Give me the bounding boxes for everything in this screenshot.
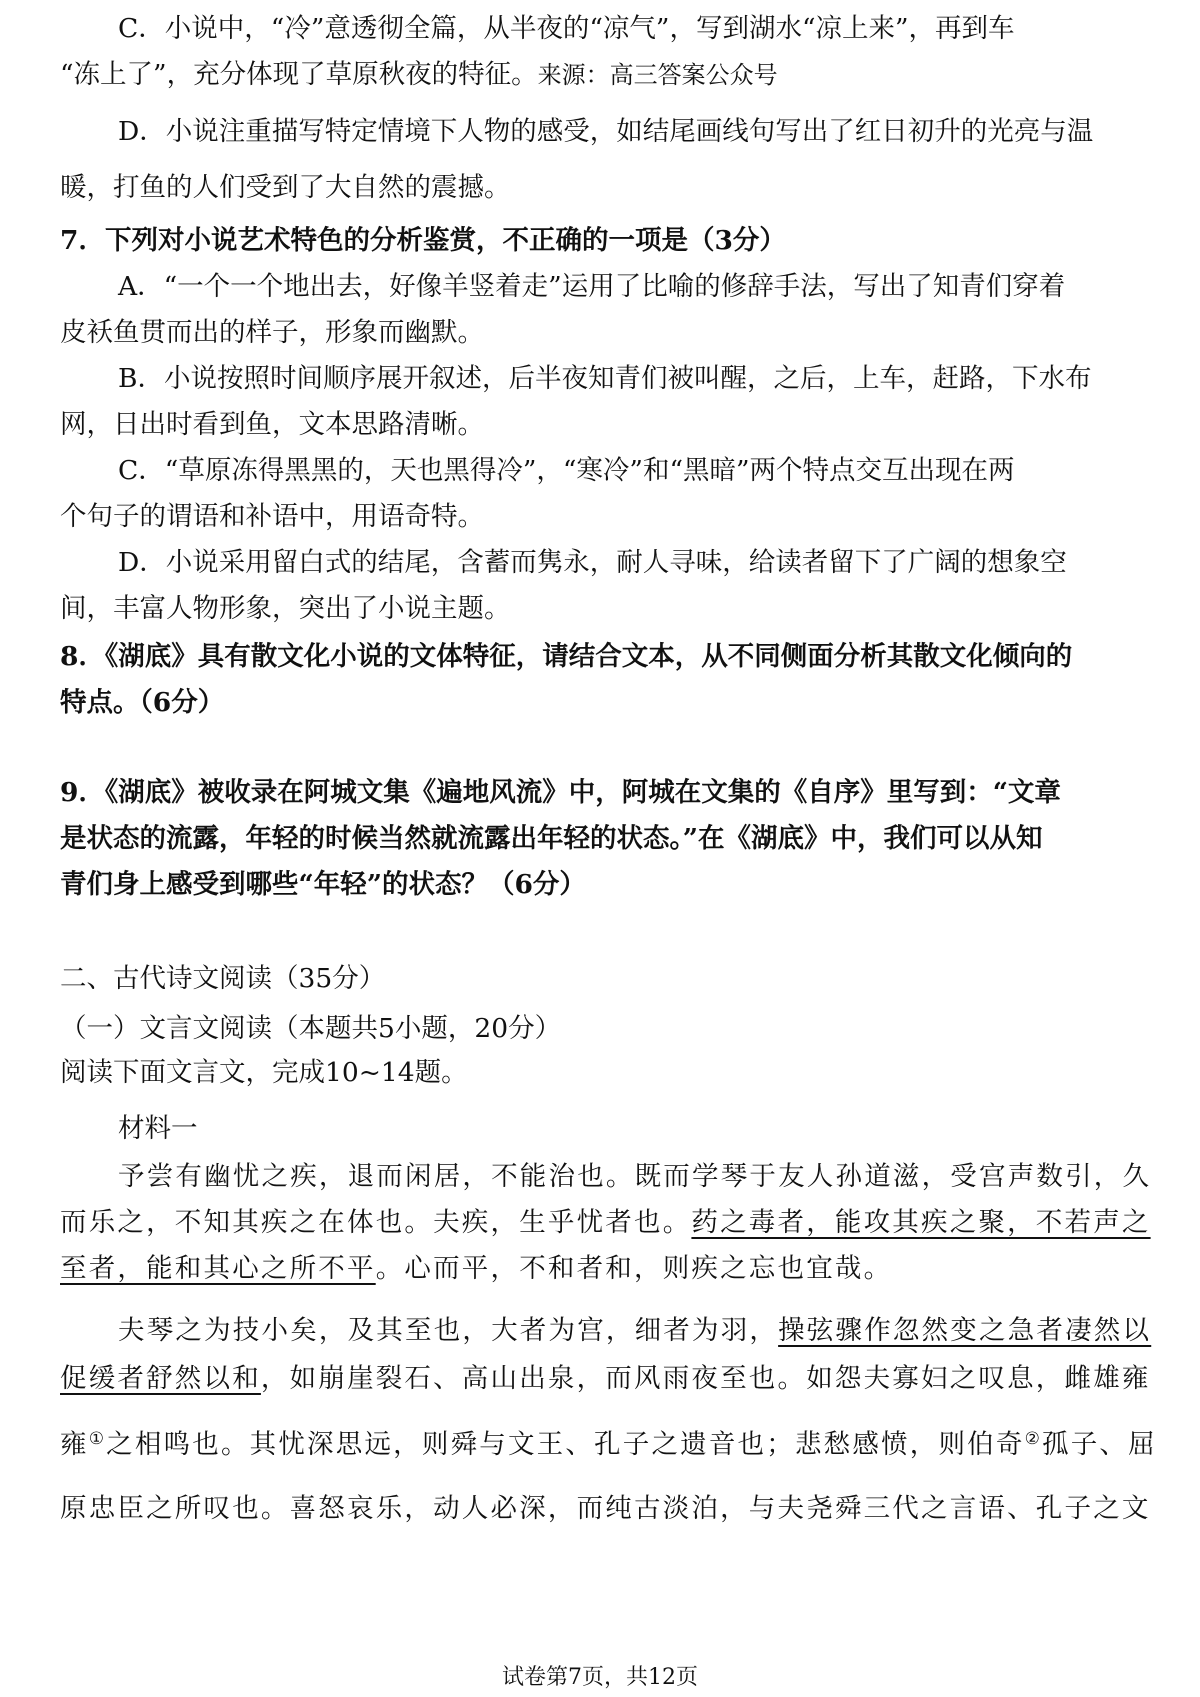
q7-option-d-line-2: 间，丰富人物形象，突出了小说主题。 bbox=[60, 593, 511, 624]
passage-p1-line-1: 予尝有幽忧之疾，退而闲居，不能治也。既而学琴于友人孙道滋，受宫声数引，久 bbox=[118, 1161, 1152, 1192]
q8-line-2: 特点。（6分） bbox=[60, 687, 225, 718]
q8-line-1: 8．《湖底》具有散文化小说的文体特征，请结合文本，从不同侧面分析其散文化倾向的 bbox=[60, 641, 1073, 672]
q6-option-c-line-2 bbox=[60, 58, 778, 92]
passage-text: ，如崩崖裂石、高山出泉，而风雨夜至也。如怨夫寡妇之叹息，雌雄雍 bbox=[260, 1363, 1151, 1394]
q7-option-c-line-1: C．“草原冻得黑黑的，天也黑得冷”，“寒冷”和“黑暗”两个特点交互出现在两 bbox=[118, 455, 1015, 486]
passage-p2-line-2 bbox=[60, 1362, 1151, 1396]
q6-option-c-text: “冻上了”，充分体现了草原秋夜的特征。 bbox=[60, 59, 538, 90]
page-footer: 试卷第7页，共12页 bbox=[502, 1665, 698, 1690]
passage-text: 而乐之，不知其疾之在体也。夫疾，生乎忧者也。 bbox=[60, 1207, 692, 1238]
q9-line-3: 青们身上感受到哪些“年轻”的状态？（6分） bbox=[60, 869, 586, 900]
passage-p1-line-2 bbox=[60, 1206, 1151, 1240]
q7-option-d-line-1: D．小说采用留白式的结尾，含蓄而隽永，耐人寻味，给读者留下了广阔的想象空 bbox=[118, 547, 1067, 578]
passage-p2-line-1 bbox=[118, 1314, 1151, 1348]
q9-line-2: 是状态的流露，年轻的时候当然就流露出年轻的状态。”在《湖底》中，我们可以从知 bbox=[60, 823, 1043, 854]
q9-line-1: 9．《湖底》被收录在阿城文集《遍地风流》中，阿城在文集的《自序》里写到：“文章 bbox=[60, 777, 1061, 808]
passage-text: 孤子、屈 bbox=[1042, 1429, 1157, 1460]
material-1-label: 材料一 bbox=[118, 1113, 198, 1144]
q6-option-c-line-1: C．小说中，“冷”意透彻全篇，从半夜的“凉气”，写到湖水“凉上来”，再到车 bbox=[118, 13, 1015, 44]
subsection-heading: （一）文言文阅读（本题共5小题，20分） bbox=[60, 1013, 562, 1044]
passage-text: 雍 bbox=[60, 1429, 89, 1460]
footnote-marker-2: ② bbox=[1024, 1429, 1043, 1449]
reading-instruction: 阅读下面文言文，完成10~14题。 bbox=[60, 1057, 468, 1088]
q7-option-b-line-2: 网，日出时看到鱼，文本思路清晰。 bbox=[60, 409, 484, 440]
passage-p2-line-4: 原忠臣之所叹也。喜怒哀乐，动人必深，而纯古淡泊，与夫尧舜三代之言语、孔子之文 bbox=[60, 1493, 1151, 1524]
q6-option-d-line-1: D．小说注重描写特定情境下人物的感受，如结尾画线句写出了红日初升的光亮与温 bbox=[118, 116, 1094, 147]
q6-option-d-line-2: 暖，打鱼的人们受到了大自然的震撼。 bbox=[60, 172, 511, 203]
footnote-marker-1: ① bbox=[88, 1429, 107, 1449]
underlined-sentence: 药之毒者，能攻其疾之聚，不若声之 bbox=[691, 1207, 1151, 1238]
passage-p1-line-3 bbox=[60, 1252, 892, 1286]
passage-p2-line-3 bbox=[60, 1428, 1157, 1462]
q7-stem: 7．下列对小说艺术特色的分析鉴赏，不正确的一项是（3分） bbox=[60, 225, 786, 256]
underlined-sentence: 至者，能和其心之所不平 bbox=[60, 1253, 376, 1284]
passage-text: 之相鸣也。其忧深思远，则舜与文王、孔子之遗音也；悲愁感愤，则伯奇 bbox=[106, 1429, 1025, 1460]
q7-option-a-line-2: 皮袄鱼贯而出的样子，形象而幽默。 bbox=[60, 317, 484, 348]
section-2-heading: 二、古代诗文阅读（35分） bbox=[60, 963, 386, 994]
underlined-sentence: 促缓者舒然以和 bbox=[60, 1363, 261, 1394]
q7-option-b-line-1: B．小说按照时间顺序展开叙述，后半夜知青们被叫醒，之后，上车，赶路，下水布 bbox=[118, 363, 1092, 394]
passage-text: 夫琴之为技小矣，及其至也，大者为宫，细者为羽， bbox=[118, 1315, 779, 1346]
q7-option-c-line-2: 个句子的谓语和补语中，用语奇特。 bbox=[60, 501, 484, 532]
underlined-sentence: 操弦骤作忽然变之急者凄然以 bbox=[778, 1315, 1152, 1346]
source-watermark: 来源：高三答案公众号 bbox=[537, 61, 778, 89]
q7-option-a-line-1: A．“一个一个地出去，好像羊竖着走”运用了比喻的修辞手法，写出了知青们穿着 bbox=[118, 271, 1066, 302]
passage-text: 。心而平，不和者和，则疾之忘也宜哉。 bbox=[375, 1253, 893, 1284]
